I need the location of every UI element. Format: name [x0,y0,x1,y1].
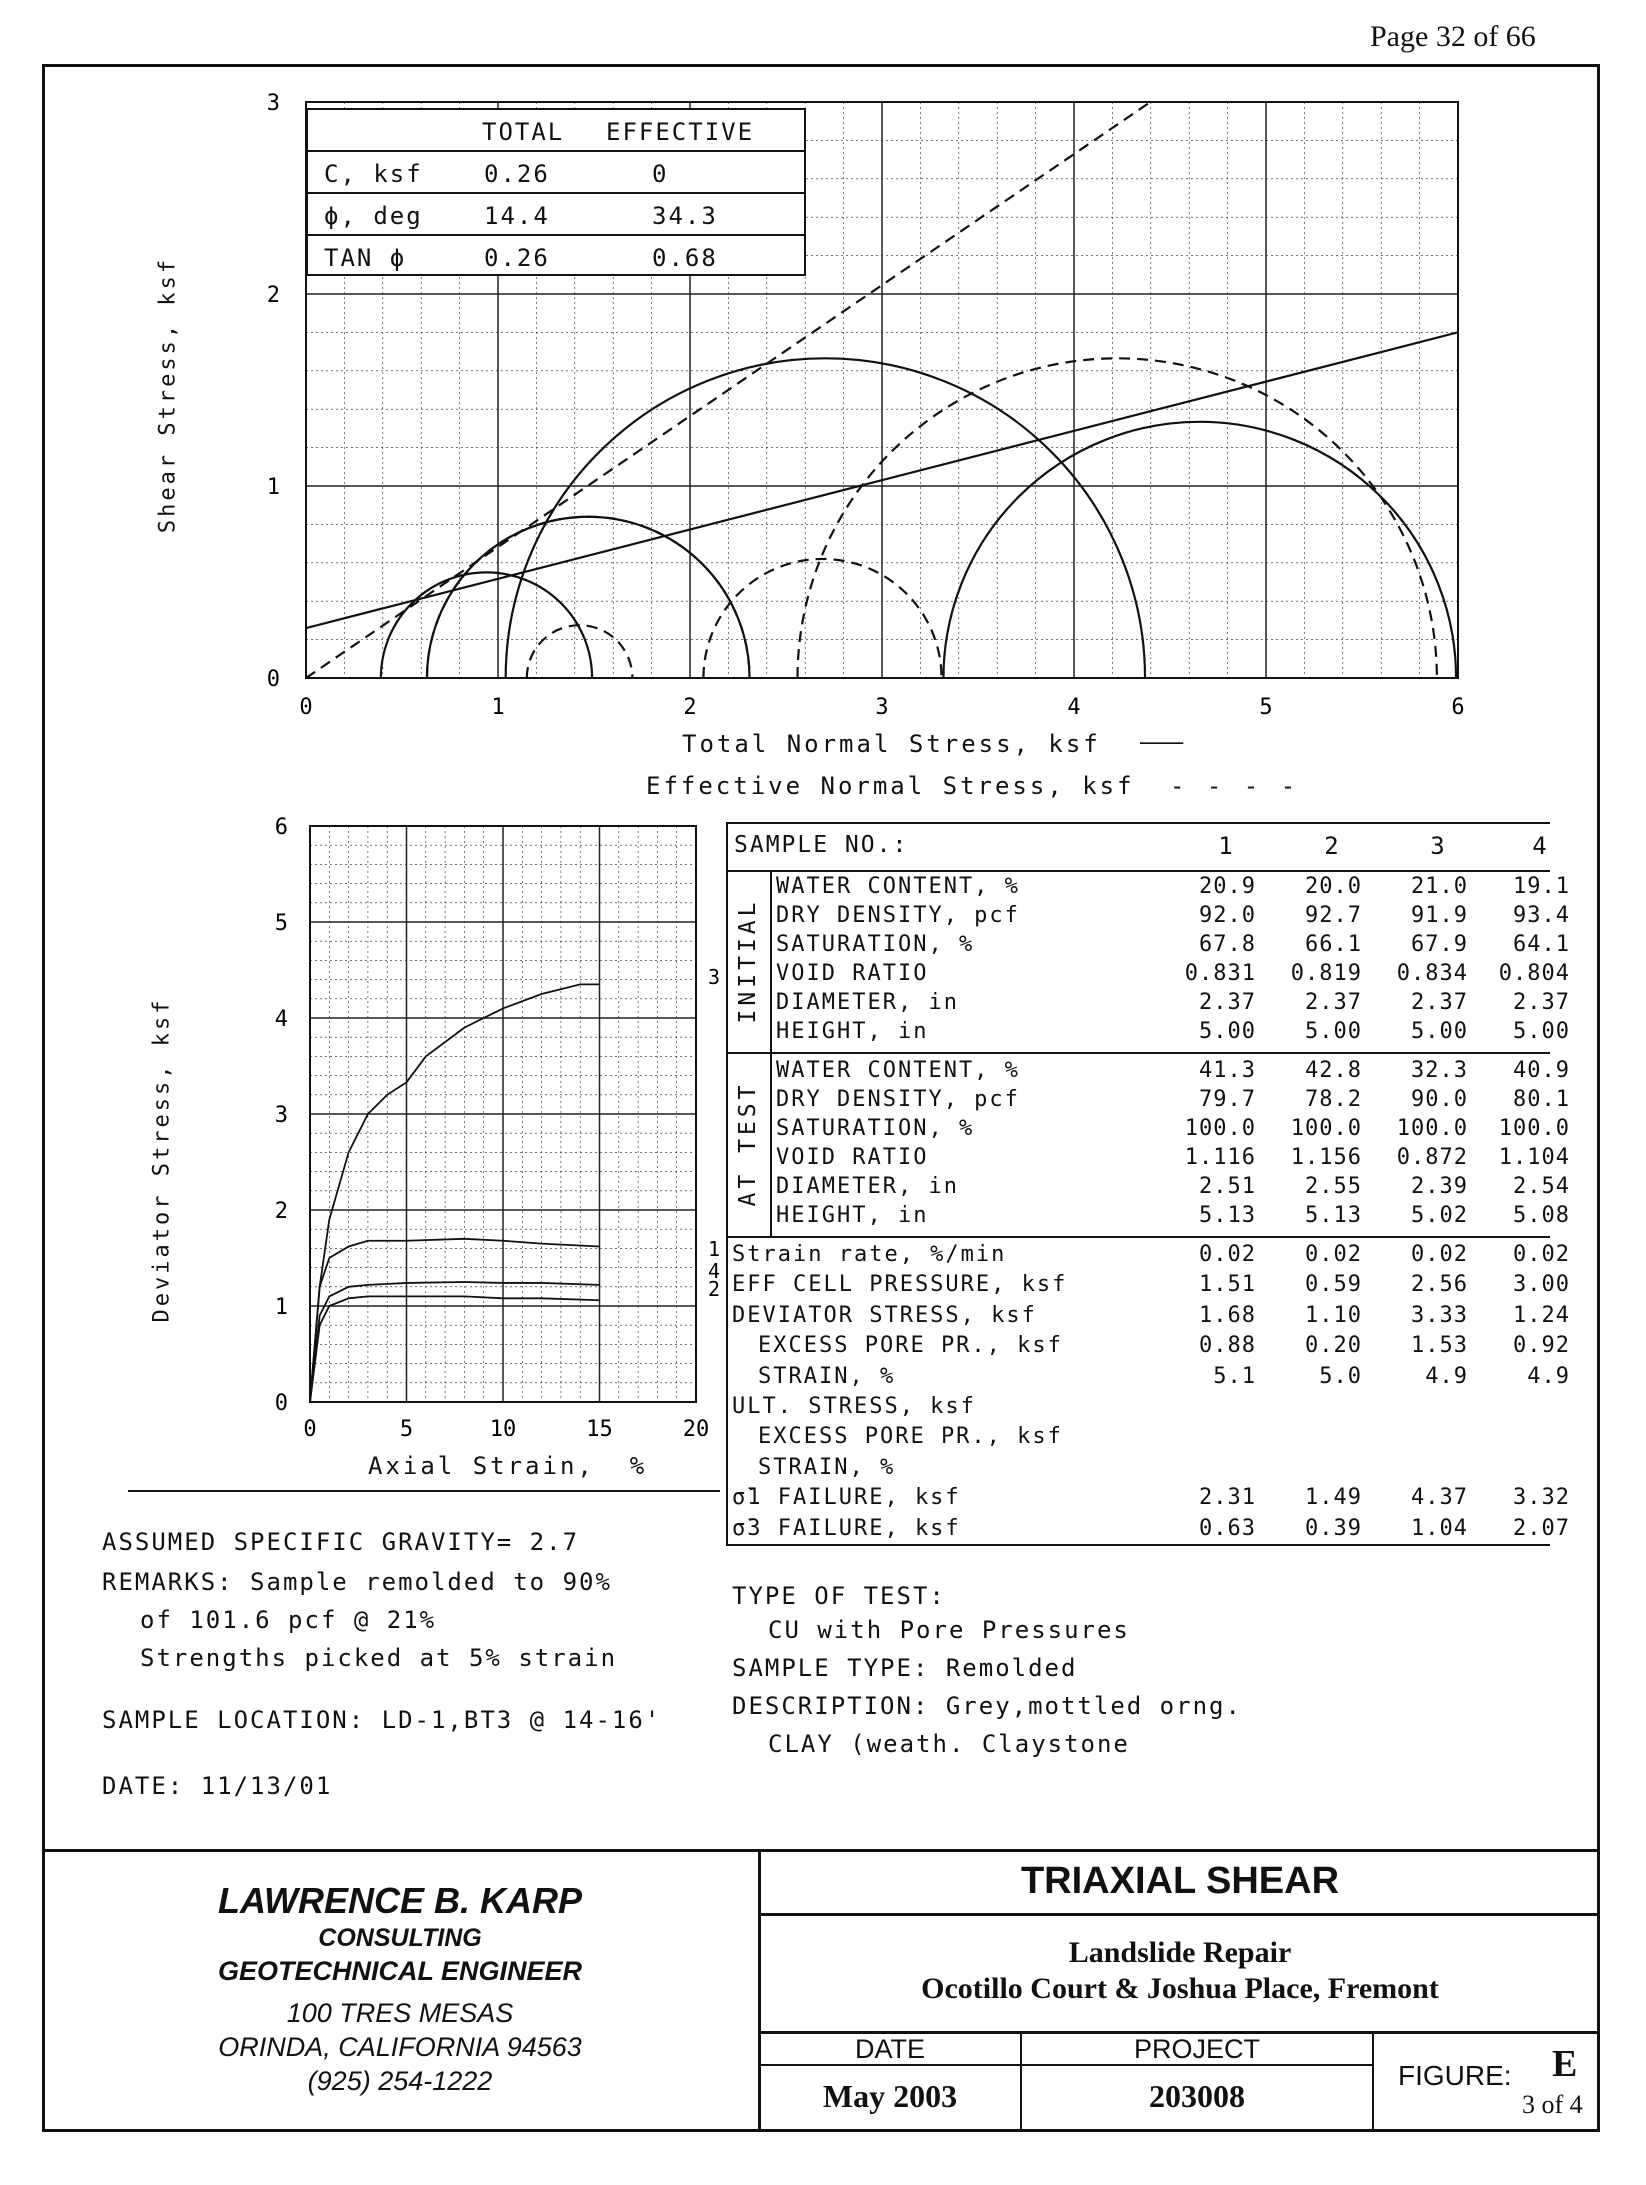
param-label: C, ksf [324,160,423,188]
table-cell-value: 5.00 [1305,1019,1362,1044]
page-number: Page 32 of 66 [1370,20,1536,53]
table-cell-value: 1.68 [1199,1302,1256,1328]
description-line: DESCRIPTION: Grey,mottled orng. [732,1692,1242,1720]
project-line: Landslide Repair [1068,1936,1292,1969]
stress-strain-curve [310,984,600,1402]
table-cell-value: 3.33 [1411,1302,1468,1328]
table-cell-value: 5.00 [1513,1019,1570,1044]
header-total: TOTAL [482,118,565,146]
table-cell-value: 2.37 [1305,990,1362,1015]
table-cell-value: 0.02 [1305,1242,1362,1267]
table-cell-value: 0.834 [1396,961,1468,986]
description-line: CLAY (weath. Claystone [768,1730,1130,1758]
table-cell-value: 20.0 [1305,874,1362,899]
company-name: LAWRENCE B. KARP [217,1880,582,1921]
company-role: GEOTECHNICAL ENGINEER [217,1956,583,1986]
table-cell-value: 0.63 [1199,1515,1256,1541]
figure-label: FIGURE: [1398,2060,1512,2091]
param-effective: 0 [652,160,669,188]
table-cell-value: 92.7 [1305,903,1362,928]
initial-group-label: INITIAL [735,898,761,1024]
table-row-label: WATER CONTENT, % [776,874,1020,899]
date-label: DATE [854,2034,925,2064]
sample-table [726,822,1570,1544]
total-stress-circle [943,422,1456,678]
remarks-line: of 101.6 pcf @ 21% [140,1606,437,1634]
type-of-test-value: CU with Pore Pressures [768,1616,1130,1644]
figure-title: TRIAXIAL SHEAR [1020,1860,1340,1902]
table-cell-value: 1.156 [1290,1145,1362,1170]
table-row-label: ULT. STRESS, ksf [732,1394,976,1419]
table-cell-value: 5.00 [1411,1019,1468,1044]
table-cell-value: 41.3 [1199,1058,1256,1083]
table-cell-value: 1.04 [1411,1515,1468,1541]
table-row-label: DIAMETER, in [776,1174,959,1199]
table-cell-value: 100.0 [1290,1116,1362,1141]
table-cell-value: 0.831 [1184,961,1256,986]
strain-y-tick: 6 [274,815,288,840]
table-cell-value: 5.1 [1213,1363,1256,1389]
strain-x-label: Axial Strain, % [368,1452,648,1480]
table-cell-value: 0.02 [1513,1242,1570,1267]
table-cell-value: 67.9 [1411,932,1468,957]
table-row-label: VOID RATIO [776,961,929,986]
strain-y-tick: 2 [274,1199,288,1224]
table-row-label: STRAIN, % [758,1363,896,1389]
table-row-label: EXCESS PORE PR., ksf [758,1333,1063,1359]
table-row-label: σ̄3 FAILURE, ksf [732,1515,961,1541]
project-number: 203008 [1149,2078,1245,2114]
table-cell-value: 0.92 [1513,1333,1570,1359]
strain-y-tick: 3 [274,1103,288,1128]
sample-location: SAMPLE LOCATION: LD-1,BT3 @ 14-16' [102,1706,662,1734]
table-cell-value: 4.37 [1411,1485,1468,1511]
param-total: 14.4 [484,202,550,230]
table-cell-value: 0.20 [1305,1333,1362,1359]
table-row-label: SATURATION, % [776,932,975,957]
param-total: 0.26 [484,244,550,272]
table-row-label: DRY DENSITY, pcf [776,903,1020,928]
curve-number-label: 1 [708,1237,721,1261]
table-cell-value: 79.7 [1199,1087,1256,1112]
company-address: 100 TRES MESAS [286,1998,514,2028]
x-tick-label: 0 [299,695,313,720]
stress-strain-curve [310,1282,600,1402]
x-tick-label: 2 [683,695,697,720]
stress-strain-curve [310,1239,600,1402]
header-effective: EFFECTIVE [606,118,755,146]
table-cell-value: 5.13 [1305,1203,1362,1228]
company-consulting: CONSULTING [318,1924,482,1952]
strain-y-tick: 4 [274,1007,288,1032]
param-label: TAN ϕ [324,244,407,272]
table-row-label: WATER CONTENT, % [776,1058,1020,1083]
table-row-label: HEIGHT, in [776,1203,929,1228]
table-cell-value: 5.0 [1319,1363,1362,1389]
table-cell-value: 2.07 [1513,1515,1570,1541]
type-of-test-label: TYPE OF TEST: [732,1582,946,1610]
sample-type: SAMPLE TYPE: Remolded [732,1654,1078,1682]
x-tick-label: 6 [1451,695,1465,720]
table-cell-value: 2.37 [1411,990,1468,1015]
y-tick-label: 3 [266,91,280,116]
table-cell-value: 3.32 [1513,1485,1570,1511]
sample-no-label: SAMPLE NO.: [734,832,909,858]
y-tick-label: 0 [266,667,280,692]
at-test-group-label: AT TEST [735,1081,761,1207]
sample-number: 2 [1324,832,1340,860]
curve-number-label: 2 [708,1277,721,1301]
legend-effective-line: - - - - [1170,772,1300,800]
table-cell-value: 5.08 [1513,1203,1570,1228]
x-tick-label: 1 [491,695,505,720]
table-cell-value: 2.56 [1411,1272,1468,1298]
table-cell-value: 93.4 [1513,903,1570,928]
strain-y-tick: 0 [274,1391,288,1416]
table-cell-value: 32.3 [1411,1058,1468,1083]
date-value: May 2003 [822,2078,958,2114]
table-row-label: σ̄1 FAILURE, ksf [732,1485,961,1511]
table-row-label: STRAIN, % [758,1454,896,1480]
table-cell-value: 0.88 [1199,1333,1256,1359]
specific-gravity: ASSUMED SPECIFIC GRAVITY= 2.7 [102,1528,580,1556]
table-cell-value: 1.104 [1498,1145,1570,1170]
total-stress-circle [381,572,592,678]
figure-letter: E [1552,2043,1578,2085]
table-cell-value: 1.116 [1184,1145,1256,1170]
table-cell-value: 0.819 [1290,961,1362,986]
table-cell-value: 64.1 [1513,932,1570,957]
table-cell-value: 2.37 [1513,990,1570,1015]
table-cell-value: 67.8 [1199,932,1256,957]
table-cell-value: 0.02 [1411,1242,1468,1267]
table-cell-value: 100.0 [1498,1116,1570,1141]
table-cell-value: 78.2 [1305,1087,1362,1112]
table-cell-value: 92.0 [1199,903,1256,928]
table-cell-value: 5.00 [1199,1019,1256,1044]
strain-x-tick: 10 [489,1417,517,1442]
table-cell-value: 3.00 [1513,1272,1570,1298]
sample-number: 1 [1218,832,1234,860]
param-label: ϕ, deg [324,202,423,230]
table-cell-value: 1.10 [1305,1302,1362,1328]
strain-x-tick: 15 [586,1417,613,1442]
figure-page: 3 of 4 [1522,2090,1583,2119]
param-effective: 34.3 [652,202,718,230]
table-cell-value: 90.0 [1411,1087,1468,1112]
table-cell-value: 0.39 [1305,1515,1362,1541]
table-cell-value: 5.02 [1411,1203,1468,1228]
table-cell-value: 0.804 [1498,961,1570,986]
title-block-divider [42,1849,1600,1852]
table-cell-value: 1.49 [1305,1485,1362,1511]
strain-x-tick: 20 [682,1417,710,1442]
project-label: PROJECT [1133,2034,1260,2064]
table-cell-value: 5.13 [1199,1203,1256,1228]
test-date: DATE: 11/13/01 [102,1772,333,1800]
table-row-label: HEIGHT, in [776,1019,929,1044]
strain-x-tick: 0 [303,1417,317,1442]
table-cell-value: 4.9 [1527,1363,1570,1389]
notes-divider [128,1490,720,1492]
table-cell-value: 100.0 [1184,1116,1256,1141]
x-tick-label: 5 [1259,695,1273,720]
strain-x-tick: 5 [399,1417,414,1442]
table-cell-value: 2.39 [1411,1174,1468,1199]
param-effective: 0.68 [652,244,718,272]
stress-strain-plot [0,800,760,1500]
stress-strain-curve [310,1296,600,1402]
table-cell-value: 4.9 [1425,1363,1468,1389]
deviator-y-label: Deviator Stress, ksf [149,997,175,1323]
y-tick-label: 1 [266,475,280,500]
sample-number: 3 [1430,832,1446,860]
curve-number-label: 3 [708,965,721,989]
param-total: 0.26 [484,160,550,188]
table-cell-value: 19.1 [1513,874,1570,899]
table-row-label: EXCESS PORE PR., ksf [758,1424,1063,1450]
table-cell-value: 2.51 [1199,1174,1256,1199]
remarks-line: Strengths picked at 5% strain [140,1644,618,1672]
table-cell-value: 20.9 [1199,874,1256,899]
table-cell-value: 2.54 [1513,1174,1570,1199]
table-cell-value: 2.55 [1305,1174,1362,1199]
x-tick-label: 3 [875,695,889,720]
curve-number-label: 4 [708,1259,721,1283]
table-row-label: DEVIATOR STRESS, ksf [732,1302,1037,1328]
table-cell-value: 66.1 [1305,932,1362,957]
table-row-label: DIAMETER, in [776,990,959,1015]
table-cell-value: 42.8 [1305,1058,1362,1083]
table-cell-value: 1.24 [1513,1302,1570,1328]
table-row-label: Strain rate, %/min [732,1242,1007,1267]
y-tick-label: 2 [266,283,280,308]
table-row-label: SATURATION, % [776,1116,975,1141]
strain-y-tick: 5 [274,911,288,936]
table-cell-value: 80.1 [1513,1087,1570,1112]
remarks-line: REMARKS: Sample remolded to 90% [102,1568,612,1596]
company-address: ORINDA, CALIFORNIA 94563 [218,2032,582,2062]
table-cell-value: 91.9 [1411,903,1468,928]
shear-y-label: Shear Stress, ksf [155,256,181,534]
table-cell-value: 40.9 [1513,1058,1570,1083]
company-phone: (925) 254-1222 [307,2066,493,2096]
sample-number: 4 [1532,832,1548,860]
table-cell-value: 0.59 [1305,1272,1362,1298]
x-label-effective: Effective Normal Stress, ksf [646,772,1135,800]
table-cell-value: 100.0 [1396,1116,1468,1141]
table-row-label: EFF CELL PRESSURE, ksf [732,1272,1068,1298]
table-cell-value: 2.37 [1199,990,1256,1015]
table-row-label: DRY DENSITY, pcf [776,1087,1020,1112]
table-cell-value: 0.872 [1396,1145,1468,1170]
x-tick-label: 4 [1067,695,1081,720]
table-cell-value: 21.0 [1411,874,1468,899]
effective-stress-circle [527,625,633,678]
table-row-label: VOID RATIO [776,1145,929,1170]
table-cell-value: 0.02 [1199,1242,1256,1267]
mohr-circle-plot [0,0,1646,820]
table-cell-value: 1.53 [1411,1333,1468,1359]
project-line: Ocotillo Court & Joshua Place, Fremont [921,1972,1439,2005]
table-cell-value: 1.51 [1199,1272,1256,1298]
strength-params-table [306,108,806,276]
strain-y-tick: 1 [274,1295,288,1320]
legend-total-line: ——— [1140,728,1184,756]
effective-stress-circle [798,358,1437,678]
table-cell-value: 2.31 [1199,1485,1256,1511]
x-label-total: Total Normal Stress, ksf [682,730,1101,758]
